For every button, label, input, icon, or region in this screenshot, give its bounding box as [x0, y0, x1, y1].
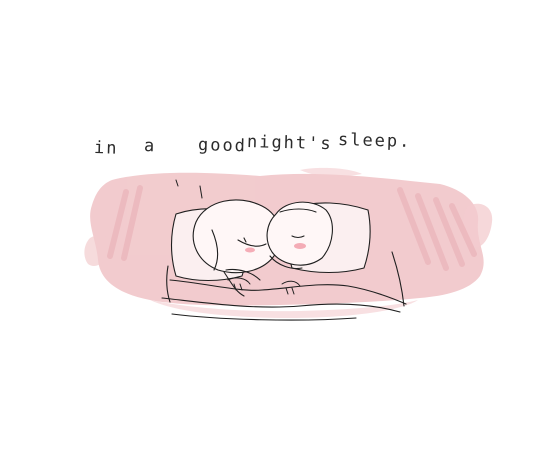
caption-word-good: good: [197, 135, 248, 157]
caption-word-sleep: sleep.: [337, 130, 412, 152]
caption-word-nights: night's: [246, 132, 333, 155]
caption-word-a: a: [143, 136, 157, 157]
caption-word-in: in: [93, 138, 119, 159]
